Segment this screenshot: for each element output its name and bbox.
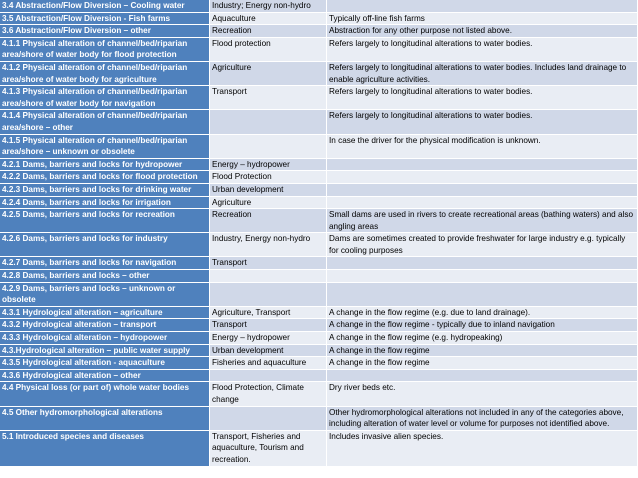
driver-cell: 4.2.4 Dams, barriers and locks for irrigation bbox=[0, 196, 210, 209]
table-row bbox=[0, 270, 638, 283]
table-row bbox=[0, 257, 638, 270]
table-row bbox=[0, 430, 638, 466]
activity-cell: Transport, Fisheries and aquaculture, Tourism and recreation. bbox=[210, 430, 327, 466]
activity-cell: Urban development bbox=[210, 183, 327, 196]
activity-cell: Recreation bbox=[210, 25, 327, 38]
driver-cell: 4.4 Physical loss (or part of) whole water bodies bbox=[0, 382, 210, 406]
table-row bbox=[0, 25, 638, 38]
table-row bbox=[0, 306, 638, 319]
driver-cell: 4.1.1 Physical alteration of channel/bed/riparian area/shore of water body for flood protection bbox=[0, 37, 210, 61]
driver-cell: 4.3.Hydrological alteration – public water supply bbox=[0, 344, 210, 357]
activity-cell bbox=[210, 406, 327, 430]
table-row bbox=[0, 369, 638, 382]
table-row bbox=[0, 134, 638, 158]
table-row bbox=[0, 110, 638, 134]
driver-cell: 4.1.3 Physical alteration of channel/bed/riparian area/shore of water body for navigation bbox=[0, 86, 210, 110]
driver-cell: 3.4 Abstraction/Flow Diversion – Cooling water bbox=[0, 0, 210, 12]
note-cell bbox=[327, 183, 638, 196]
driver-cell: 4.2.7 Dams, barriers and locks for navigation bbox=[0, 257, 210, 270]
table-row bbox=[0, 196, 638, 209]
activity-cell: Transport bbox=[210, 319, 327, 332]
note-cell: Typically off-line fish farms bbox=[327, 12, 638, 25]
driver-cell: 4.3.3 Hydrological alteration – hydropower bbox=[0, 332, 210, 345]
driver-cell: 4.1.2 Physical alteration of channel/bed/riparian area/shore of water body for agriculture bbox=[0, 61, 210, 85]
table-row bbox=[0, 357, 638, 370]
driver-cell: 4.1.5 Physical alteration of channel/bed/riparian area/shore – unknown or obsolete bbox=[0, 134, 210, 158]
driver-cell: 4.2.9 Dams, barriers and locks – unknown or obsolete bbox=[0, 282, 210, 306]
table-row bbox=[0, 233, 638, 257]
note-cell: A change in the flow regime (e.g. hydropeaking) bbox=[327, 332, 638, 345]
table-row bbox=[0, 61, 638, 85]
note-cell: Includes invasive alien species. bbox=[327, 430, 638, 466]
note-cell: Refers largely to longitudinal alterations to water bodies. bbox=[327, 110, 638, 134]
note-cell: Dry river beds etc. bbox=[327, 382, 638, 406]
activity-cell: Agriculture, Transport bbox=[210, 306, 327, 319]
note-cell: In case the driver for the physical modification is unknown. bbox=[327, 134, 638, 158]
note-cell: Small dams are used in rivers to create recreational areas (bathing waters) and also angling areas bbox=[327, 209, 638, 233]
note-cell: Refers largely to longitudinal alterations to water bodies. bbox=[327, 37, 638, 61]
activity-cell: Recreation bbox=[210, 209, 327, 233]
driver-cell: 4.2.8 Dams, barriers and locks – other bbox=[0, 270, 210, 283]
table-row bbox=[0, 86, 638, 110]
note-cell: A change in the flow regime (e.g. due to land drainage). bbox=[327, 306, 638, 319]
note-cell: A change in the flow regime bbox=[327, 344, 638, 357]
note-cell bbox=[327, 0, 638, 12]
driver-cell: 4.3.1 Hydrological alteration – agriculture bbox=[0, 306, 210, 319]
note-cell: Refers largely to longitudinal alterations to water bodies. Includes land drainage to enable agriculture activities. bbox=[327, 61, 638, 85]
table-row bbox=[0, 382, 638, 406]
note-cell bbox=[327, 158, 638, 171]
table-row bbox=[0, 37, 638, 61]
table-row bbox=[0, 344, 638, 357]
driver-cell: 4.3.2 Hydrological alteration – transport bbox=[0, 319, 210, 332]
table-row bbox=[0, 319, 638, 332]
note-cell bbox=[327, 171, 638, 184]
note-cell bbox=[327, 257, 638, 270]
activity-cell: Agriculture bbox=[210, 196, 327, 209]
activity-cell: Energy – hydropower bbox=[210, 332, 327, 345]
activity-cell bbox=[210, 270, 327, 283]
driver-cell: 4.1.4 Physical alteration of channel/bed/riparian area/shore – other bbox=[0, 110, 210, 134]
activity-cell: Industry; Energy non-hydro bbox=[210, 0, 327, 12]
activity-cell: Flood protection bbox=[210, 37, 327, 61]
driver-cell: 3.6 Abstraction/Flow Diversion – other bbox=[0, 25, 210, 38]
activity-cell: Energy – hydropower bbox=[210, 158, 327, 171]
activity-cell: Transport bbox=[210, 257, 327, 270]
driver-cell: 4.2.6 Dams, barriers and locks for industry bbox=[0, 233, 210, 257]
activity-cell: Urban development bbox=[210, 344, 327, 357]
activity-cell: Agriculture bbox=[210, 61, 327, 85]
table-row bbox=[0, 171, 638, 184]
note-cell bbox=[327, 369, 638, 382]
note-cell: Refers largely to longitudinal alterations to water bodies. bbox=[327, 86, 638, 110]
driver-cell: 4.3.6 Hydrological alteration – other bbox=[0, 369, 210, 382]
activity-cell: Transport bbox=[210, 86, 327, 110]
table-row bbox=[0, 12, 638, 25]
activity-cell bbox=[210, 369, 327, 382]
driver-cell: 4.3.5 Hydrological alteration - aquaculture bbox=[0, 357, 210, 370]
activity-cell bbox=[210, 110, 327, 134]
driver-cell: 4.2.1 Dams, barriers and locks for hydropower bbox=[0, 158, 210, 171]
driver-cell: 4.2.3 Dams, barriers and locks for drinking water bbox=[0, 183, 210, 196]
activity-cell: Flood Protection bbox=[210, 171, 327, 184]
driver-cell: 5.1 Introduced species and diseases bbox=[0, 430, 210, 466]
table-row bbox=[0, 158, 638, 171]
activity-cell bbox=[210, 282, 327, 306]
note-cell: Abstraction for any other purpose not listed above. bbox=[327, 25, 638, 38]
driver-cell: 4.5 Other hydromorphological alterations bbox=[0, 406, 210, 430]
note-cell: Dams are sometimes created to provide freshwater for large industry e.g. typically for cooling purposes bbox=[327, 233, 638, 257]
table-row bbox=[0, 0, 638, 12]
driver-cell: 4.2.5 Dams, barriers and locks for recreation bbox=[0, 209, 210, 233]
note-cell bbox=[327, 196, 638, 209]
activity-cell: Aquaculture bbox=[210, 12, 327, 25]
note-cell: A change in the flow regime bbox=[327, 357, 638, 370]
note-cell: Other hydromorphological alterations not included in any of the categories above, including alteration of water level or volume for purposes not identified above. bbox=[327, 406, 638, 430]
note-cell bbox=[327, 282, 638, 306]
table-row bbox=[0, 209, 638, 233]
activity-cell: Fisheries and aquaculture bbox=[210, 357, 327, 370]
note-cell bbox=[327, 270, 638, 283]
table-row bbox=[0, 282, 638, 306]
activity-cell: Flood Protection, Climate change bbox=[210, 382, 327, 406]
activity-cell: Industry, Energy non-hydro bbox=[210, 233, 327, 257]
activity-cell bbox=[210, 134, 327, 158]
table-row bbox=[0, 183, 638, 196]
table-row bbox=[0, 332, 638, 345]
note-cell: A change in the flow regime - typically due to inland navigation bbox=[327, 319, 638, 332]
driver-cell: 4.2.2 Dams, barriers and locks for flood protection bbox=[0, 171, 210, 184]
table-row bbox=[0, 406, 638, 430]
driver-cell: 3.5 Abstraction/Flow Diversion - Fish farms bbox=[0, 12, 210, 25]
